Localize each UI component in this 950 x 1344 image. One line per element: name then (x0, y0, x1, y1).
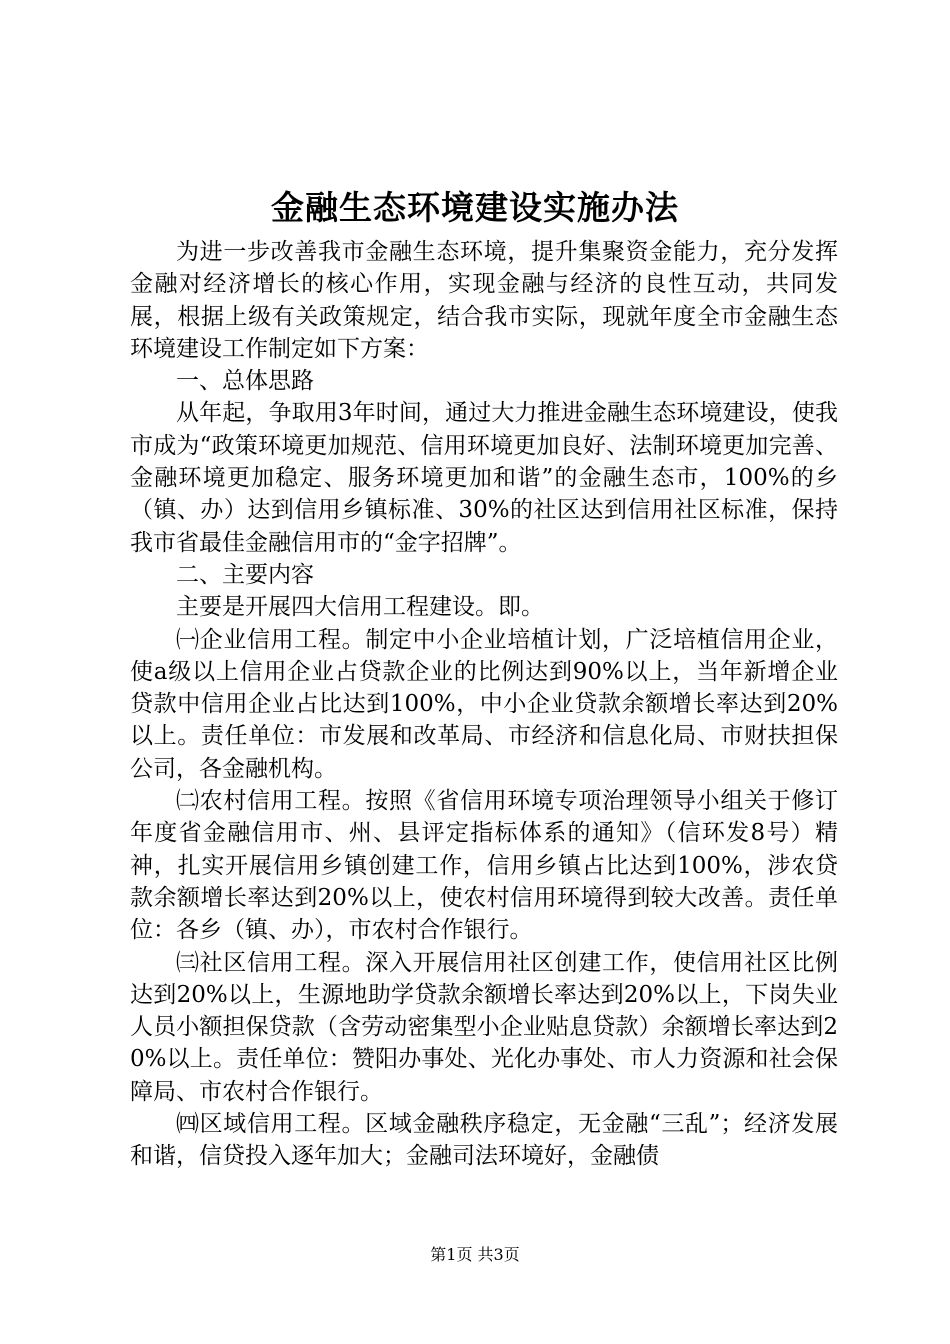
section-heading-content: 二、主要内容 (176, 561, 314, 588)
document-body (130, 236, 838, 1173)
paragraph-rural-credit: ㈡农村信用工程。按照《省信用环境专项治理领导小组关于修订年度省金融信用市、州、县评定指标体系的通知》（信环发8号）精神，扎实开展信用乡镇创建工作，信用乡镇占比达到100%，涉农贷款余额增长率达到20%以上，使农村信用环境得到较大改善。责任单位：各乡（镇、办），市农村合作银行。 (130, 788, 838, 944)
paragraph-regional-credit: ㈣区域信用工程。区域金融秩序稳定，无金融“三乱”；经济发展和谐，信贷投入逐年加大；金融司法环境好，金融债 (130, 1111, 838, 1170)
document-title: 金融生态环境建设实施办法 (271, 188, 679, 227)
paragraph-community-credit: ㈢社区信用工程。深入开展信用社区创建工作，使信用社区比例达到20%以上，生源地助学贷款余额增长率达到20%以上，下岗失业人员小额担保贷款（含劳动密集型小企业贴息贷款）余额增长率达到20%以上。责任单位：赞阳办事处、光化办事处、市人力资源和社会保障局、市农村合作银行。 (130, 949, 838, 1105)
paragraph-overall-goal: 从年起，争取用3年时间，通过大力推进金融生态环境建设，使我市成为“政策环境更加规范、信用环境更加良好、法制环境更加完善、金融环境更加稳定、服务环境更加和谐”的金融生态市，100%的乡（镇、办）达到信用乡镇标准、30%的社区达到信用社区标准，保持我市省最佳金融信用市的“金字招牌”。 (130, 400, 838, 556)
paragraph-content-summary: 主要是开展四大信用工程建设。即。 (176, 594, 544, 621)
paragraph-intro: 为进一步改善我市金融生态环境，提升集聚资金能力，充分发挥金融对经济增长的核心作用，实现金融与经济的良性互动，共同发展，根据上级有关政策规定，结合我市实际，现就年度全市金融生态环境建设工作制定如下方案： (130, 239, 838, 362)
paragraph-enterprise-credit: ㈠企业信用工程。制定中小企业培植计划，广泛培植信用企业，使a级以上信用企业占贷款企业的比例达到90%以上，当年新增企业贷款中信用企业占比达到100%，中小企业贷款余额增长率达到20%以上。责任单位：市发展和改革局、市经济和信息化局、市财扶担保公司，各金融机构。 (130, 626, 838, 782)
page-footer: 第1页 共3页 (430, 1245, 520, 1264)
section-heading-overall: 一、总体思路 (176, 368, 314, 395)
